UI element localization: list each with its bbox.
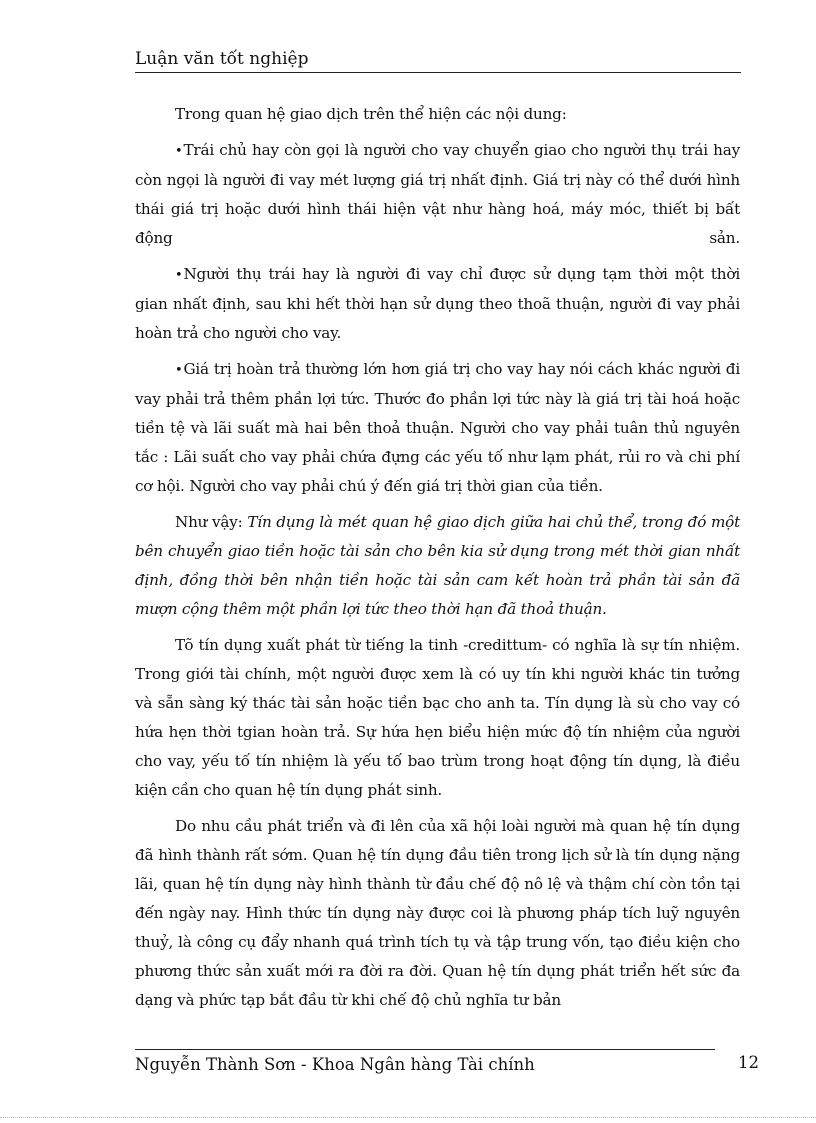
footer-author: Nguyễn Thành Sơn - Khoa Ngân hàng Tài chính: [135, 1055, 535, 1074]
paragraph-bullet-1: [135, 136, 740, 253]
body-text: [135, 100, 740, 1022]
bullet-icon: •: [175, 363, 183, 378]
paragraph-intro: [135, 100, 740, 129]
bullet-icon: •: [175, 144, 183, 159]
paragraph-history: [135, 812, 740, 1015]
page-header: [135, 48, 741, 73]
paragraph-etymology-text: Tõ tín dụng xuất phát từ tiếng la tinh -credittum- có nghĩa là sự tín nhiệm. Trong giới tài chính, một người được xem là có uy tín khi người khác tin tưởng và sẵn sàng ký thác tài sản hoặc tiền bạc cho anh ta. Tín dụng là sù cho vay có hứa hẹn thời tgian hoàn trả. Sự hứa hẹn biểu hiện mức độ tín nhiệm của người cho vay, yếu tố tín nhiệm là yếu tố bao trùm trong hoạt động tín dụng, là điều kiện cần cho quan hệ tín dụng phát sinh.: [135, 636, 740, 799]
page-number: 12: [738, 1053, 759, 1072]
bullet-icon: •: [175, 268, 183, 283]
paragraph-bullet-2-text: Người thụ trái hay là người đi vay chỉ được sử dụng tạm thời một thời gian nhất định, sau khi hết thời hạn sử dụng theo thoã thuận, người đi vay phải hoàn trả cho người cho vay.: [135, 265, 740, 342]
paragraph-intro-text: Trong quan hệ giao dịch trên thể hiện các nội dung:: [175, 105, 567, 123]
paragraph-bullet-2: [135, 260, 740, 348]
paragraph-bullet-3-text: Giá trị hoàn trả thường lớn hơn giá trị cho vay hay nói cách khác người đi vay phải trả thêm phần lợi tức. Thước đo phần lợi tức này là giá trị tài hoá hoặc tiền tệ và lãi suất mà hai bên thoả thuận. Người cho vay phải tuân thủ nguyên tắc : Lãi suất cho vay phải chứa đựng các yếu tố như lạm phát, rủi ro và chi phí cơ hội. Người cho vay phải chú ý đến giá trị thời gian của tiền.: [135, 360, 740, 495]
definition-italic: Tín dụng là mét quan hệ giao dịch giữa hai chủ thể, trong đó một bên chuyển giao tiền hoặc tài sản cho bên kia sử dụng trong mét thời gian nhất định, đồng thời bên nhận tiền hoặc tài sản cam kết hoàn trả phần tài sản đã mượn cộng thêm một phần lợi tức theo thời hạn đã thoả thuận.: [135, 513, 740, 618]
paragraph-etymology: [135, 631, 740, 805]
footer-divider: [135, 1049, 715, 1050]
header-title: Luận văn tốt nghiệp: [135, 49, 309, 69]
paragraph-history-text: Do nhu cầu phát triển và đi lên của xã hội loài người mà quan hệ tín dụng đã hình thành rất sớm. Quan hệ tín dụng đầu tiên trong lịch sử là tín dụng nặng lãi, quan hệ tín dụng này hình thành từ đầu chế độ nô lệ và thậm chí còn tồn tại đến ngày nay. Hình thức tín dụng này được coi là phương pháp tích luỹ nguyên thuỷ, là công cụ đẩy nhanh quá trình tích tụ và tập trung vốn, tạo điều kiện cho phương thức sản xuất mới ra đời ra đời. Quan hệ tín dụng phát triển hết sức đa dạng và phức tạp bắt đầu từ khi chế độ chủ nghĩa tư bản: [135, 817, 740, 1009]
paragraph-bullet-1-text: Trái chủ hay còn gọi là người cho vay chuyển giao cho người thụ trái hay còn ngọi là người đi vay mét lượng giá trị nhất định. Giá trị này có thể dưới hình thái giá trị hoặc dưới hình thái hiện vật như hàng hoá, máy móc, thiết bị bất động sản.: [135, 141, 740, 247]
paragraph-bullet-3: [135, 355, 740, 501]
definition-lead: Như vậy:: [175, 513, 248, 531]
page-bottom-divider: [0, 1117, 816, 1118]
paragraph-definition: [135, 508, 740, 624]
